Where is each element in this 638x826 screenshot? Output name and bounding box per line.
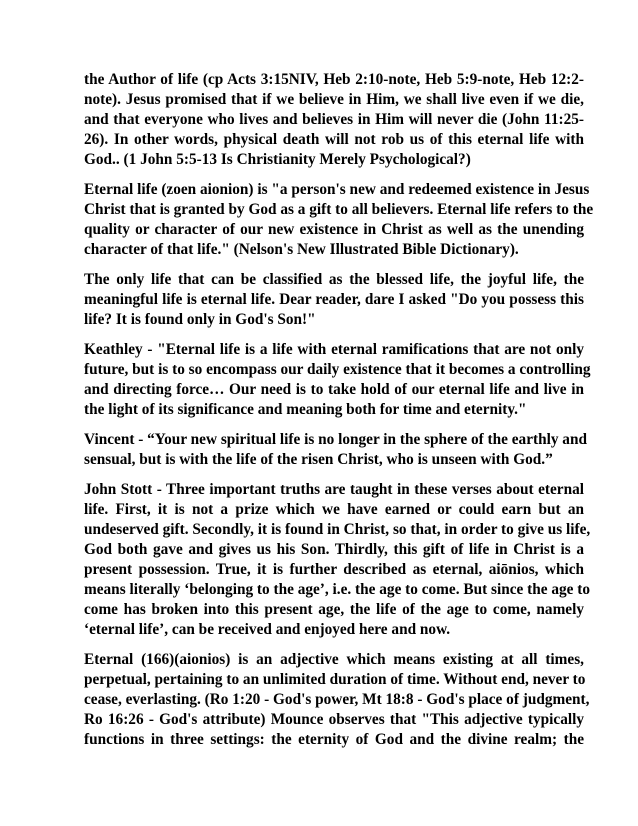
paragraph-eternal-life-definition	[84, 180, 594, 260]
text-line: cease, everlasting. (Ro 1:20 - God's power, Mt 18:8 - God's place of judgment,	[84, 691, 590, 708]
text-line: come has broken into this present age, the life of the age to come, namely	[84, 601, 584, 618]
text-line: ‘eternal life’, can be received and enjoyed here and now.	[84, 621, 451, 638]
text-line: means literally ‘belonging to the age’, i.e. the age to come. But since the age to	[84, 581, 590, 598]
text-line: Christ that is granted by God as a gift to all believers. Eternal life refers to the	[84, 201, 594, 218]
paragraph-blessed-life	[84, 270, 584, 330]
text-line: Keathley - "Eternal life is a life with eternal ramifications that are not only	[84, 341, 584, 358]
text-line: Ro 16:26 - God's attribute) Mounce observes that "This adjective typically	[84, 711, 584, 728]
paragraph-eternal-aionios	[84, 650, 590, 750]
text-line: quality or character of our new existence in Christ as well as the unending	[84, 221, 584, 238]
text-line: and directing force… Our need is to take hold of our eternal life and live in	[84, 381, 584, 398]
document-page	[84, 70, 594, 760]
text-line: the Author of life (cp Acts 3:15NIV, Heb 2:10-note, Heb 5:9-note, Heb 12:2-	[84, 71, 584, 88]
text-line: the light of its significance and meaning both for time and eternity."	[84, 401, 527, 418]
text-line: The only life that can be classified as the blessed life, the joyful life, the	[84, 271, 584, 288]
text-line: life? It is found only in God's Son!"	[84, 311, 316, 328]
text-line: Eternal (166)(aionios) is an adjective which means existing at all times,	[84, 651, 584, 668]
text-line: God both gave and gives us his Son. Thirdly, this gift of life in Christ is a	[84, 541, 584, 558]
text-line: Vincent - “Your new spiritual life is no longer in the sphere of the earthly and	[84, 431, 587, 448]
text-line: 26). In other words, physical death will not rob us of this eternal life with	[84, 131, 584, 148]
text-line: Eternal life (zoen aionion) is "a person's new and redeemed existence in Jesus	[84, 181, 590, 198]
text-line: John Stott - Three important truths are taught in these verses about eternal	[84, 481, 584, 498]
text-line: character of that life." (Nelson's New Illustrated Bible Dictionary).	[84, 241, 519, 258]
paragraph-keathley-quote	[84, 340, 591, 420]
text-line: functions in three settings: the eternity of God and the divine realm; the	[84, 731, 584, 748]
text-line: future, but is to so encompass our daily existence that it becomes a controlling	[84, 361, 591, 378]
text-line: God.. (1 John 5:5-13 Is Christianity Merely Psychological?)	[84, 151, 471, 168]
paragraph-author-of-life	[84, 70, 584, 170]
text-line: life. First, it is not a prize which we have earned or could earn but an	[84, 501, 584, 518]
text-line: and that everyone who lives and believes in Him will never die (John 11:25-	[84, 111, 584, 128]
text-line: undeserved gift. Secondly, it is found in Christ, so that, in order to give us life,	[84, 521, 591, 538]
text-line: sensual, but is with the life of the risen Christ, who is unseen with God.”	[84, 451, 553, 468]
text-line: perpetual, pertaining to an unlimited duration of time. Without end, never to	[84, 671, 586, 688]
paragraph-john-stott-quote	[84, 480, 591, 640]
text-line: meaningful life is eternal life. Dear reader, dare I asked "Do you possess this	[84, 291, 584, 308]
text-line: note). Jesus promised that if we believe in Him, we shall live even if we die,	[84, 91, 584, 108]
text-line: present possession. True, it is further described as eternal, aiōnios, which	[84, 561, 584, 578]
paragraph-vincent-quote	[84, 430, 587, 470]
